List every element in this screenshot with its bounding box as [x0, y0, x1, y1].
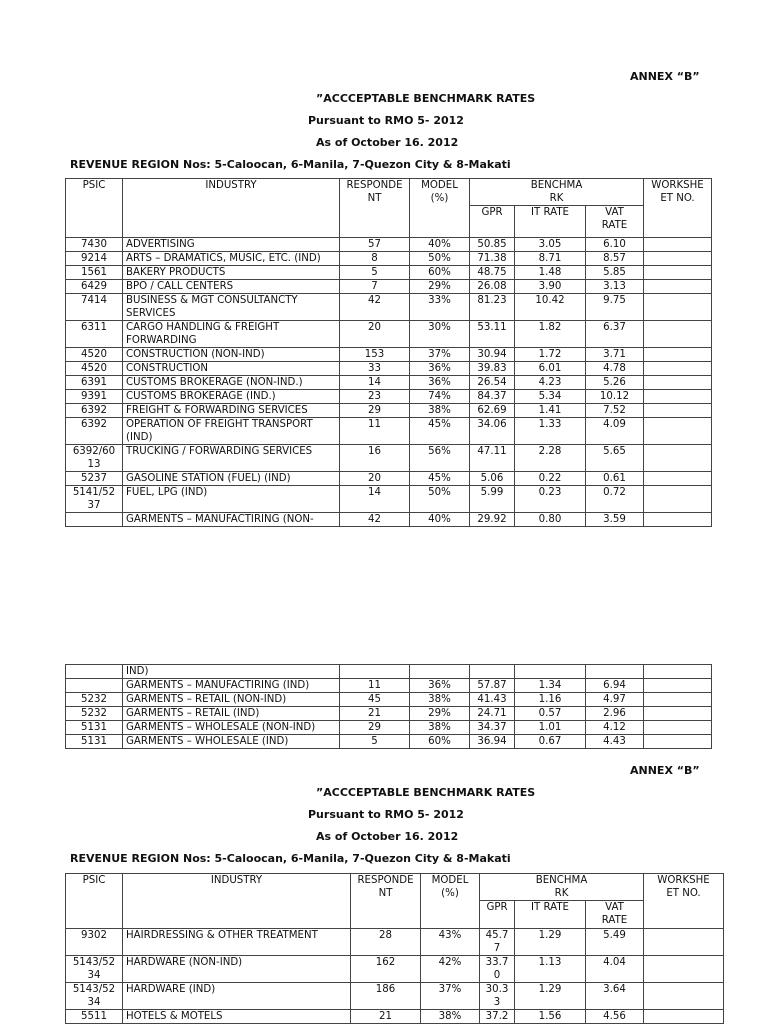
- gpr-cell: 39.83: [470, 362, 515, 376]
- industry-cell: IND): [123, 665, 340, 679]
- table-row: [66, 418, 712, 445]
- industry-cell: HAIRDRESSING & OTHER TREATMENT: [123, 929, 351, 956]
- industry-cell: CUSTOMS BROKERAGE (NON-IND.): [123, 376, 340, 390]
- model-cell: 38%: [410, 693, 470, 707]
- gpr-cell: 57.87: [470, 679, 515, 693]
- worksheet-header: WORKSHE ET NO.: [644, 179, 712, 238]
- it-rate-cell: 4.23: [515, 376, 586, 390]
- model-cell: 36%: [410, 376, 470, 390]
- vat-rate-cell: 0.61: [586, 472, 644, 486]
- model-cell: 38%: [410, 404, 470, 418]
- vat-rate-cell: 3.71: [586, 348, 644, 362]
- it-rate-cell: 1.33: [515, 418, 586, 445]
- vat-rate-cell: 4.04: [586, 956, 644, 983]
- psic-cell: 1561: [66, 266, 123, 280]
- respondent-cell: 16: [340, 445, 410, 472]
- model-cell: 40%: [410, 513, 470, 527]
- vat-rate-cell: 5.85: [586, 266, 644, 280]
- worksheet-cell: [644, 929, 724, 956]
- as-of-date-2: As of October 16. 2012: [316, 830, 459, 843]
- gpr-cell: 37.2: [480, 1010, 515, 1024]
- vat-rate-cell: 8.57: [586, 252, 644, 266]
- vat-rate-cell: 7.52: [586, 404, 644, 418]
- model-cell: 36%: [410, 679, 470, 693]
- industry-cell: CONSTRUCTION: [123, 362, 340, 376]
- vat-rate-cell: 4.97: [586, 693, 644, 707]
- respondent-cell: 153: [340, 348, 410, 362]
- it-rate-header: IT RATE: [515, 206, 586, 238]
- model-cell: 29%: [410, 707, 470, 721]
- industry-cell: FUEL, LPG (IND): [123, 486, 340, 513]
- it-rate-cell: 5.34: [515, 390, 586, 404]
- gpr-cell: 84.37: [470, 390, 515, 404]
- respondent-cell: 14: [340, 486, 410, 513]
- vat-rate-cell: 6.10: [586, 238, 644, 252]
- worksheet-cell: [644, 707, 712, 721]
- it-rate-cell: 0.80: [515, 513, 586, 527]
- annex-label-2: ANNEX “B”: [630, 764, 700, 777]
- model-cell: 60%: [410, 735, 470, 749]
- it-rate-cell: 1.82: [515, 321, 586, 348]
- worksheet-cell: [644, 679, 712, 693]
- gpr-cell: 45.7 7: [480, 929, 515, 956]
- psic-header-2: PSIC: [66, 874, 123, 929]
- psic-cell: 5131: [66, 721, 123, 735]
- respondent-cell: 45: [340, 693, 410, 707]
- vat-rate-cell: 5.65: [586, 445, 644, 472]
- table-row: [66, 390, 712, 404]
- respondent-cell: 21: [340, 707, 410, 721]
- it-rate-cell: 1.41: [515, 404, 586, 418]
- gpr-cell: 26.54: [470, 376, 515, 390]
- benchmark-table: [65, 178, 712, 527]
- table-row: [66, 280, 712, 294]
- psic-cell: [66, 513, 123, 527]
- as-of-date: As of October 16. 2012: [316, 136, 459, 149]
- psic-cell: 4520: [66, 348, 123, 362]
- respondent-cell: 20: [340, 321, 410, 348]
- it-rate-cell: 3.90: [515, 280, 586, 294]
- table-row: [66, 252, 712, 266]
- worksheet-cell: [644, 665, 712, 679]
- region-line: REVENUE REGION Nos: 5-Caloocan, 6-Manila, 7-Quezon City & 8-Makati: [70, 158, 511, 171]
- vat-rate-cell: 4.43: [586, 735, 644, 749]
- gpr-cell: 62.69: [470, 404, 515, 418]
- worksheet-cell: [644, 472, 712, 486]
- worksheet-cell: [644, 252, 712, 266]
- psic-cell: 7430: [66, 238, 123, 252]
- benchmark-header-2: BENCHMA RK: [480, 874, 644, 901]
- table-row: [66, 513, 712, 527]
- gpr-cell: 34.06: [470, 418, 515, 445]
- psic-cell: 6392: [66, 418, 123, 445]
- worksheet-cell: [644, 362, 712, 376]
- pursuant-line: Pursuant to RMO 5- 2012: [308, 114, 464, 127]
- model-header: MODEL (%): [410, 179, 470, 238]
- worksheet-cell: [644, 321, 712, 348]
- table-row: [66, 665, 712, 679]
- vat-rate-cell: 4.56: [586, 1010, 644, 1024]
- benchmark-header: BENCHMA RK: [470, 179, 644, 206]
- table-row: [66, 376, 712, 390]
- vat-rate-header-2: VAT RATE: [586, 901, 644, 929]
- respondent-cell: 28: [351, 929, 421, 956]
- worksheet-cell: [644, 735, 712, 749]
- it-rate-cell: 6.01: [515, 362, 586, 376]
- psic-cell: 5143/52 34: [66, 983, 123, 1010]
- industry-cell: HOTELS & MOTELS: [123, 1010, 351, 1024]
- table-row: [66, 472, 712, 486]
- model-cell: 45%: [410, 418, 470, 445]
- respondent-cell: 186: [351, 983, 421, 1010]
- gpr-cell: [470, 665, 515, 679]
- model-cell: 29%: [410, 280, 470, 294]
- psic-cell: [66, 679, 123, 693]
- it-rate-cell: 3.05: [515, 238, 586, 252]
- model-cell: 38%: [410, 721, 470, 735]
- industry-cell: GARMENTS – WHOLESALE (IND): [123, 735, 340, 749]
- psic-cell: 5131: [66, 735, 123, 749]
- continuation-table: [65, 664, 712, 749]
- gpr-cell: 50.85: [470, 238, 515, 252]
- table-row: [66, 404, 712, 418]
- worksheet-cell: [644, 390, 712, 404]
- psic-cell: 5143/52 34: [66, 956, 123, 983]
- industry-header: INDUSTRY: [123, 179, 340, 238]
- model-cell: 43%: [421, 929, 480, 956]
- worksheet-cell: [644, 238, 712, 252]
- gpr-cell: 47.11: [470, 445, 515, 472]
- psic-cell: 6392/60 13: [66, 445, 123, 472]
- psic-cell: 7414: [66, 294, 123, 321]
- industry-cell: ADVERTISING: [123, 238, 340, 252]
- worksheet-cell: [644, 486, 712, 513]
- pursuant-line-2: Pursuant to RMO 5- 2012: [308, 808, 464, 821]
- vat-rate-cell: 4.78: [586, 362, 644, 376]
- respondent-cell: 42: [340, 294, 410, 321]
- psic-cell: 5141/52 37: [66, 486, 123, 513]
- model-cell: 36%: [410, 362, 470, 376]
- psic-cell: 6391: [66, 376, 123, 390]
- gpr-cell: 5.99: [470, 486, 515, 513]
- vat-rate-cell: [586, 665, 644, 679]
- industry-cell: BAKERY PRODUCTS: [123, 266, 340, 280]
- model-cell: 74%: [410, 390, 470, 404]
- psic-header: PSIC: [66, 179, 123, 238]
- model-cell: 45%: [410, 472, 470, 486]
- it-rate-cell: 0.22: [515, 472, 586, 486]
- worksheet-cell: [644, 418, 712, 445]
- gpr-cell: 48.75: [470, 266, 515, 280]
- vat-rate-cell: 4.12: [586, 721, 644, 735]
- respondent-cell: 29: [340, 721, 410, 735]
- table-row: [66, 693, 712, 707]
- model-header-2: MODEL (%): [421, 874, 480, 929]
- industry-cell: HARDWARE (IND): [123, 983, 351, 1010]
- model-cell: 42%: [421, 956, 480, 983]
- model-cell: 56%: [410, 445, 470, 472]
- model-cell: 38%: [421, 1010, 480, 1024]
- table-row: [66, 238, 712, 252]
- document-title-2: ”ACCCEPTABLE BENCHMARK RATES: [316, 786, 536, 799]
- industry-cell: GASOLINE STATION (FUEL) (IND): [123, 472, 340, 486]
- psic-cell: 9302: [66, 929, 123, 956]
- respondent-cell: 42: [340, 513, 410, 527]
- respondent-header: RESPONDE NT: [340, 179, 410, 238]
- model-cell: 50%: [410, 252, 470, 266]
- worksheet-cell: [644, 956, 724, 983]
- table-row: [66, 362, 712, 376]
- psic-cell: 5232: [66, 693, 123, 707]
- it-rate-cell: 2.28: [515, 445, 586, 472]
- psic-cell: 9214: [66, 252, 123, 266]
- gpr-cell: 30.94: [470, 348, 515, 362]
- gpr-cell: 34.37: [470, 721, 515, 735]
- vat-rate-cell: 3.13: [586, 280, 644, 294]
- it-rate-cell: 1.29: [515, 929, 586, 956]
- psic-cell: 5511: [66, 1010, 123, 1024]
- table-row: [66, 445, 712, 472]
- industry-cell: CONSTRUCTION (NON-IND): [123, 348, 340, 362]
- respondent-cell: 21: [351, 1010, 421, 1024]
- vat-rate-cell: 6.94: [586, 679, 644, 693]
- table-row: [66, 721, 712, 735]
- it-rate-cell: 1.13: [515, 956, 586, 983]
- vat-rate-cell: 9.75: [586, 294, 644, 321]
- model-cell: 60%: [410, 266, 470, 280]
- industry-header-2: INDUSTRY: [123, 874, 351, 929]
- worksheet-cell: [644, 983, 724, 1010]
- model-cell: 50%: [410, 486, 470, 513]
- document-title: ”ACCCEPTABLE BENCHMARK RATES: [316, 92, 536, 105]
- gpr-cell: 30.3 3: [480, 983, 515, 1010]
- respondent-cell: 5: [340, 735, 410, 749]
- psic-cell: 9391: [66, 390, 123, 404]
- industry-cell: CARGO HANDLING & FREIGHT FORWARDING: [123, 321, 340, 348]
- table-row: [66, 321, 712, 348]
- model-cell: 30%: [410, 321, 470, 348]
- industry-cell: GARMENTS – MANUFACTIRING (NON-: [123, 513, 340, 527]
- worksheet-cell: [644, 445, 712, 472]
- worksheet-cell: [644, 266, 712, 280]
- industry-cell: TRUCKING / FORWARDING SERVICES: [123, 445, 340, 472]
- worksheet-cell: [644, 404, 712, 418]
- vat-rate-cell: 2.96: [586, 707, 644, 721]
- worksheet-cell: [644, 1010, 724, 1024]
- respondent-cell: 7: [340, 280, 410, 294]
- table-row: [66, 1010, 724, 1024]
- model-cell: 37%: [410, 348, 470, 362]
- industry-cell: HARDWARE (NON-IND): [123, 956, 351, 983]
- region-line-2: REVENUE REGION Nos: 5-Caloocan, 6-Manila, 7-Quezon City & 8-Makati: [70, 852, 511, 865]
- respondent-cell: 11: [340, 679, 410, 693]
- it-rate-cell: 0.67: [515, 735, 586, 749]
- it-rate-cell: 1.56: [515, 1010, 586, 1024]
- model-cell: [410, 665, 470, 679]
- table-row: [66, 956, 724, 983]
- industry-cell: BPO / CALL CENTERS: [123, 280, 340, 294]
- it-rate-cell: 10.42: [515, 294, 586, 321]
- vat-rate-cell: 0.72: [586, 486, 644, 513]
- it-rate-cell: 1.72: [515, 348, 586, 362]
- respondent-cell: 33: [340, 362, 410, 376]
- respondent-cell: [340, 665, 410, 679]
- respondent-cell: 29: [340, 404, 410, 418]
- worksheet-cell: [644, 348, 712, 362]
- model-cell: 33%: [410, 294, 470, 321]
- table-row: [66, 679, 712, 693]
- table-row: [66, 929, 724, 956]
- gpr-cell: 53.11: [470, 321, 515, 348]
- gpr-cell: 71.38: [470, 252, 515, 266]
- annex-label: ANNEX “B”: [630, 70, 700, 83]
- it-rate-cell: 0.23: [515, 486, 586, 513]
- psic-cell: 6311: [66, 321, 123, 348]
- gpr-cell: 26.08: [470, 280, 515, 294]
- industry-cell: GARMENTS – RETAIL (IND): [123, 707, 340, 721]
- worksheet-header-2: WORKSHE ET NO.: [644, 874, 724, 929]
- table-row: [66, 707, 712, 721]
- psic-cell: 5237: [66, 472, 123, 486]
- it-rate-header-2: IT RATE: [515, 901, 586, 929]
- psic-cell: [66, 665, 123, 679]
- respondent-cell: 14: [340, 376, 410, 390]
- it-rate-cell: 1.34: [515, 679, 586, 693]
- model-cell: 40%: [410, 238, 470, 252]
- industry-cell: BUSINESS & MGT CONSULTANCTY SERVICES: [123, 294, 340, 321]
- gpr-cell: 29.92: [470, 513, 515, 527]
- industry-cell: GARMENTS – WHOLESALE (NON-IND): [123, 721, 340, 735]
- worksheet-cell: [644, 294, 712, 321]
- gpr-header: GPR: [470, 206, 515, 238]
- psic-cell: 6429: [66, 280, 123, 294]
- worksheet-cell: [644, 513, 712, 527]
- industry-cell: CUSTOMS BROKERAGE (IND.): [123, 390, 340, 404]
- industry-cell: ARTS – DRAMATICS, MUSIC, ETC. (IND): [123, 252, 340, 266]
- respondent-cell: 57: [340, 238, 410, 252]
- gpr-header-2: GPR: [480, 901, 515, 929]
- vat-rate-cell: 3.64: [586, 983, 644, 1010]
- gpr-cell: 81.23: [470, 294, 515, 321]
- psic-cell: 6392: [66, 404, 123, 418]
- respondent-cell: 20: [340, 472, 410, 486]
- psic-cell: 4520: [66, 362, 123, 376]
- it-rate-cell: 0.57: [515, 707, 586, 721]
- worksheet-cell: [644, 280, 712, 294]
- vat-rate-cell: 5.49: [586, 929, 644, 956]
- benchmark-table-2: [65, 873, 724, 1024]
- vat-rate-cell: 4.09: [586, 418, 644, 445]
- vat-rate-cell: 3.59: [586, 513, 644, 527]
- gpr-cell: 24.71: [470, 707, 515, 721]
- gpr-cell: 33.7 0: [480, 956, 515, 983]
- industry-cell: GARMENTS – MANUFACTIRING (IND): [123, 679, 340, 693]
- worksheet-cell: [644, 376, 712, 390]
- table-row: [66, 294, 712, 321]
- industry-cell: FREIGHT & FORWARDING SERVICES: [123, 404, 340, 418]
- table-row: [66, 983, 724, 1010]
- respondent-cell: 162: [351, 956, 421, 983]
- it-rate-cell: 1.29: [515, 983, 586, 1010]
- vat-rate-header: VAT RATE: [586, 206, 644, 238]
- vat-rate-cell: 5.26: [586, 376, 644, 390]
- vat-rate-cell: 6.37: [586, 321, 644, 348]
- it-rate-cell: 1.48: [515, 266, 586, 280]
- gpr-cell: 41.43: [470, 693, 515, 707]
- respondent-cell: 11: [340, 418, 410, 445]
- gpr-cell: 36.94: [470, 735, 515, 749]
- model-cell: 37%: [421, 983, 480, 1010]
- respondent-header-2: RESPONDE NT: [351, 874, 421, 929]
- it-rate-cell: 1.16: [515, 693, 586, 707]
- vat-rate-cell: 10.12: [586, 390, 644, 404]
- table-row: [66, 266, 712, 280]
- industry-cell: GARMENTS – RETAIL (NON-IND): [123, 693, 340, 707]
- worksheet-cell: [644, 721, 712, 735]
- respondent-cell: 23: [340, 390, 410, 404]
- it-rate-cell: 8.71: [515, 252, 586, 266]
- it-rate-cell: 1.01: [515, 721, 586, 735]
- industry-cell: OPERATION OF FREIGHT TRANSPORT (IND): [123, 418, 340, 445]
- table-row: [66, 486, 712, 513]
- worksheet-cell: [644, 693, 712, 707]
- psic-cell: 5232: [66, 707, 123, 721]
- gpr-cell: 5.06: [470, 472, 515, 486]
- respondent-cell: 8: [340, 252, 410, 266]
- table-row: [66, 348, 712, 362]
- respondent-cell: 5: [340, 266, 410, 280]
- it-rate-cell: [515, 665, 586, 679]
- table-row: [66, 735, 712, 749]
